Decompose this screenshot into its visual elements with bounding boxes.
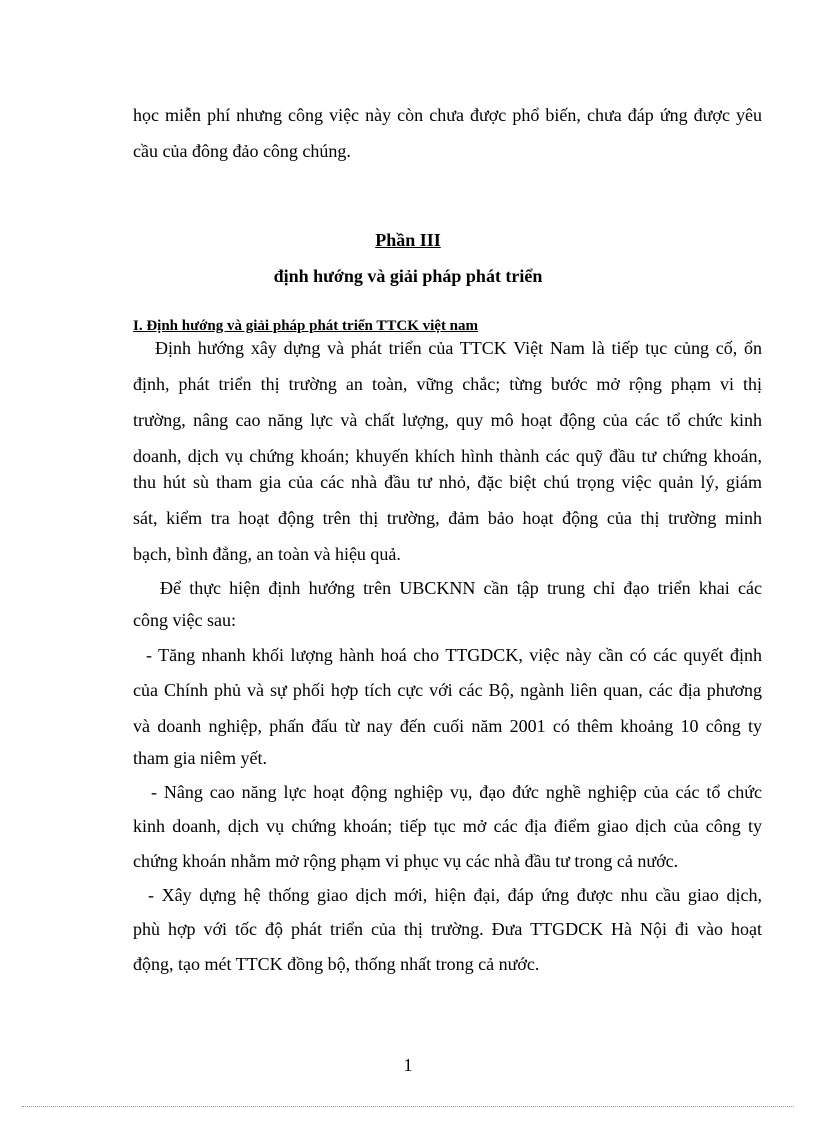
bullet1-line-3: và doanh nghiệp, phấn đấu từ nay đến cuối năm 2001 có thêm khoảng 10 công ty xyxy=(133,716,762,736)
bullet3-line-3: động, tạo mét TTCK đồng bộ, thống nhất trong cả nước. xyxy=(133,954,540,974)
bullet3-line-2: phù hợp với tốc độ phát triển của thị trường. Đưa TTGDCK Hà Nội đi vào hoạt xyxy=(133,919,762,939)
paragraph1-line-1: Định hướng xây dựng và phát triển của TTCK Việt Nam là tiếp tục củng cố, ổn xyxy=(155,338,762,358)
bullet3-line-1: - Xây dựng hệ thống giao dịch mới, hiện đại, đáp ứng được nhu cầu giao dịch, xyxy=(148,885,762,905)
paragraph2-line-2: công việc sau: xyxy=(133,610,236,630)
intro-line-1: học miễn phí nhưng công việc này còn chưa được phổ biến, chưa đáp ứng được yêu xyxy=(133,105,762,125)
intro-line-2: cầu của đông đảo công chúng. xyxy=(133,141,351,161)
paragraph1-line-7: bạch, bình đẳng, an toàn và hiệu quả. xyxy=(133,544,401,564)
section-heading: I. Định hướng và giải pháp phát triển TTCK việt nam xyxy=(133,318,479,334)
bullet2-line-3: chứng khoán nhằm mở rộng phạm vi phục vụ các nhà đầu tư trong cả nước. xyxy=(133,851,679,871)
bullet2-line-1: - Nâng cao năng lực hoạt động nghiệp vụ, đạo đức nghề nghiệp của các tổ chức xyxy=(151,782,762,802)
bullet2-line-2: kinh doanh, dịch vụ chứng khoán; tiếp tục mở các địa điểm giao dịch của công ty xyxy=(133,816,762,836)
paragraph1-line-4: doanh, dịch vụ chứng khoán; khuyến khích hình thành các quỹ đầu tư chứng khoán, xyxy=(133,446,762,466)
bullet1-line-1: - Tăng nhanh khối lượng hành hoá cho TTGDCK, việc này cần có các quyết định xyxy=(146,645,762,665)
paragraph2-line-1: Để thực hiện định hướng trên UBCKNN cần tập trung chỉ đạo triển khai các xyxy=(160,578,762,598)
paragraph1-line-3: trường, nâng cao năng lực và chất lượng, quy mô hoạt động của các tổ chức kinh xyxy=(133,410,762,430)
bullet1-line-2: của Chính phủ và sự phối hợp tích cực với các Bộ, ngành liên quan, các địa phương xyxy=(133,680,762,700)
part-subtitle: định hướng và giải pháp phát triển xyxy=(273,266,543,286)
part-title: Phần III xyxy=(375,230,441,250)
page-number: 1 xyxy=(403,1055,413,1075)
paragraph1-line-5: thu hút sù tham gia của các nhà đầu tư nhỏ, đặc biệt chú trọng việc quản lý, giám xyxy=(133,472,762,492)
paragraph1-line-6: sát, kiểm tra hoạt động trên thị trường, đảm bảo hoạt động của thị trường minh xyxy=(133,508,762,528)
paragraph1-line-2: định, phát triển thị trường an toàn, vững chắc; từng bước mở rộng phạm vi thị xyxy=(133,374,762,394)
footer-divider xyxy=(22,1106,794,1107)
bullet1-line-4: tham gia niêm yết. xyxy=(133,748,267,768)
